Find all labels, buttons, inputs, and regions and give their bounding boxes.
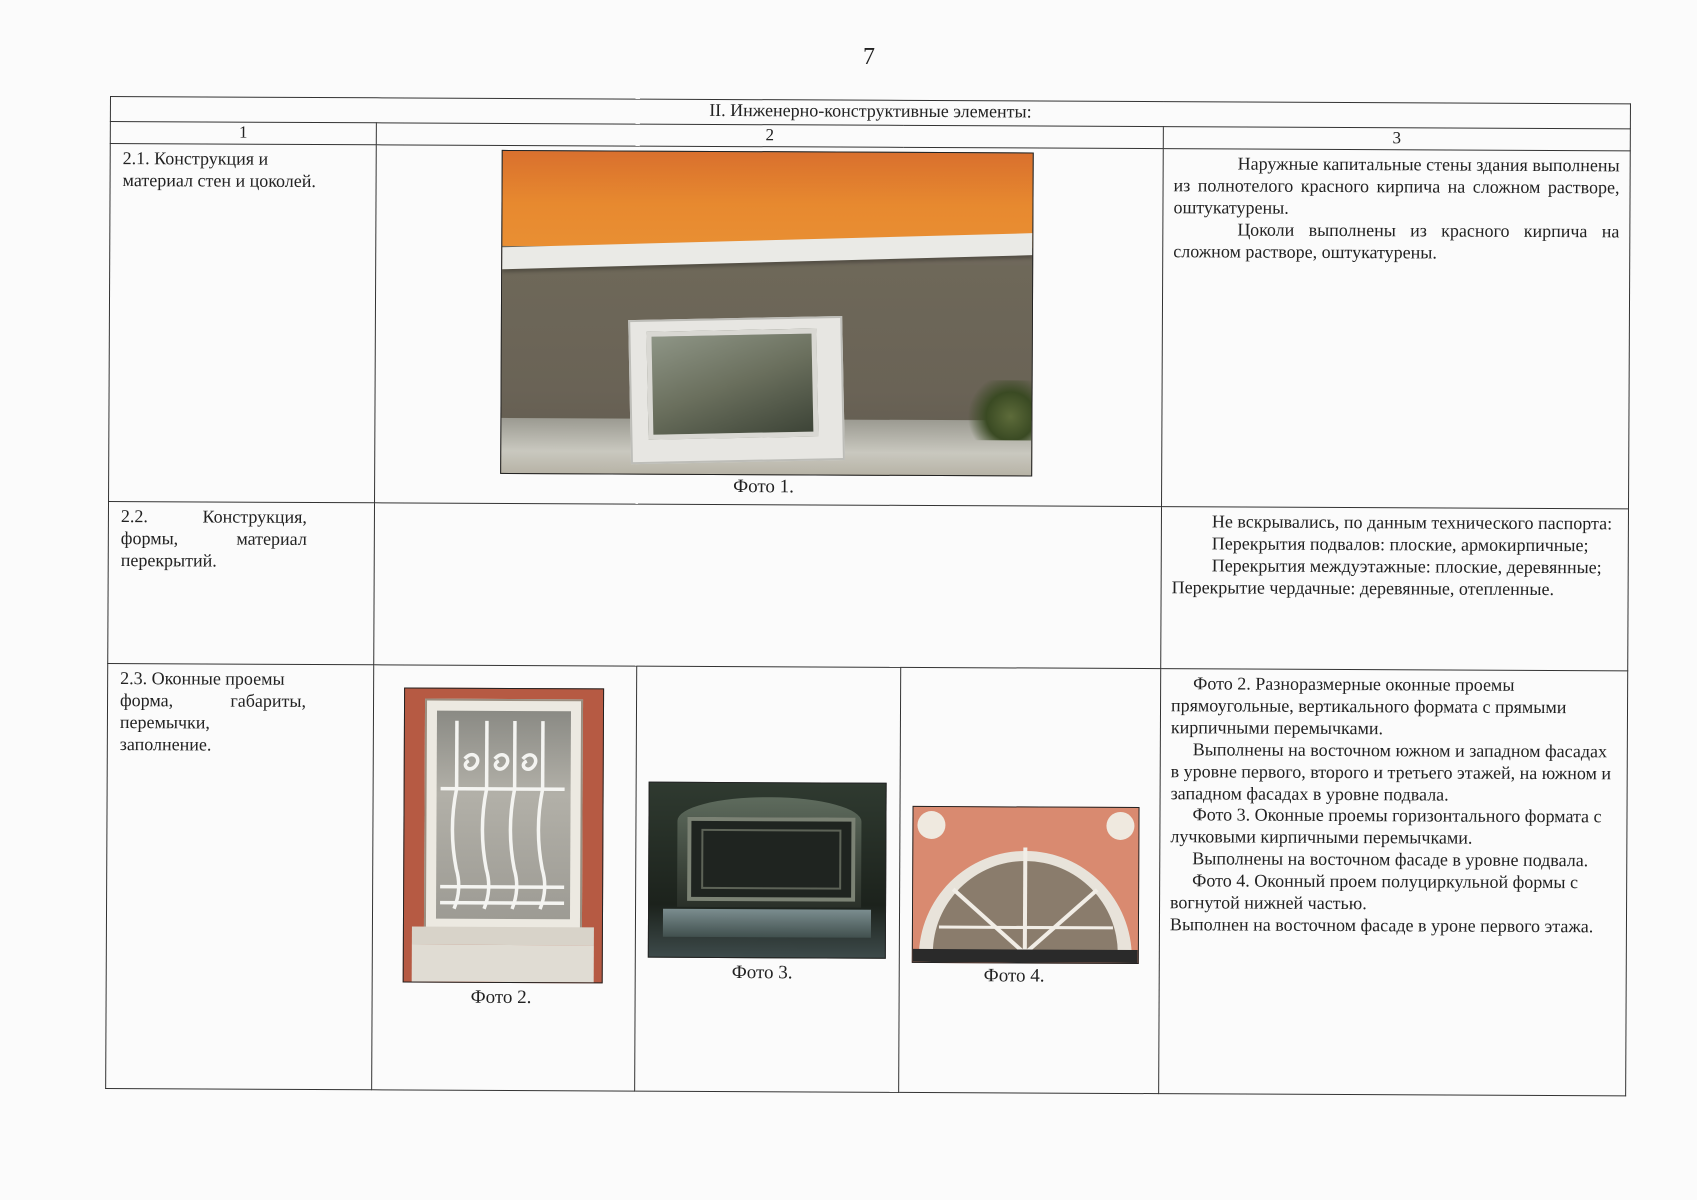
- photo-caption: Фото 3.: [731, 961, 793, 984]
- table-row-2-1: [109, 143, 1631, 508]
- column-number-1: 1: [110, 122, 376, 145]
- row-label-cell: [109, 143, 377, 502]
- photo-2-barred-window: [403, 687, 604, 983]
- photo-cell: [372, 665, 637, 1091]
- description-paragraph: Выполнены на восточном фасаде в уровне подвала.: [1192, 848, 1589, 871]
- table-row-2-2: [108, 501, 1629, 670]
- description-cell: [1161, 506, 1629, 670]
- row-label-line: форма, габариты,: [120, 689, 307, 711]
- description-paragraph: Фото 4. Оконный проем полуциркульной формы с вогнутой нижней частью.: [1170, 870, 1579, 914]
- row-label-line: перемычки,: [119, 711, 211, 733]
- description-paragraph: Перекрытия подвалов: плоские, армокирпичные;: [1211, 533, 1589, 555]
- description-cell: [1159, 668, 1628, 1095]
- photo-4-semicircular-window: [912, 806, 1140, 964]
- photo-cell: [635, 666, 901, 1092]
- photo-1-plinth-window: [500, 150, 1034, 477]
- column-number-3: 3: [1163, 127, 1630, 151]
- description-paragraph: Цоколи выполнены из красного кирпича на сложном растворе, оштукатурены.: [1173, 219, 1620, 263]
- page-number: 7: [863, 44, 875, 70]
- photo-caption: Фото 2.: [470, 986, 532, 1008]
- row-label-line: 2.1. Конструкция и: [122, 147, 269, 169]
- photo-cell: [375, 145, 1164, 507]
- row-label-line: формы, материал: [120, 527, 307, 549]
- description-paragraph: Не вскрывались, по данным технического паспорта:: [1211, 511, 1613, 534]
- description-paragraph: Фото 2. Разноразмерные оконные проемы прямоугольные, вертикального формата с прямыми кирпичными перемычками.: [1170, 673, 1567, 738]
- inspection-table: [105, 96, 1631, 1096]
- inspection-table-sheet: [105, 96, 1630, 1097]
- photo-caption: Фото 4.: [983, 965, 1045, 987]
- row-label-line: 2.2. Конструкция,: [120, 505, 307, 527]
- row-label-cell: [108, 501, 375, 664]
- description-paragraph: Выполнен на восточном фасаде в уроне первого этажа.: [1169, 914, 1594, 937]
- description-paragraph: Перекрытия междуэтажные: плоские, деревянные;: [1211, 555, 1602, 577]
- description-paragraph: Фото 3. Оконные проемы горизонтального формата с лучковыми кирпичными перемычками.: [1170, 804, 1602, 849]
- table-row-2-3: [106, 663, 1628, 1095]
- description-paragraph: Перекрытие чердачные: деревянные, отепленные.: [1171, 576, 1555, 599]
- column-number-2: 2: [376, 123, 1163, 149]
- row-label-line: перекрытий.: [120, 549, 217, 571]
- row-label-line: заполнение.: [119, 733, 212, 755]
- section-title: II. Инженерно-конструктивные элементы:: [110, 97, 1630, 129]
- description-paragraph: Выполнены на восточном южном и западном фасадах в уровне первого, второго и третьего этажей, на южном и западном фасадах в уровне подвала.: [1170, 738, 1612, 805]
- photo-3-horizontal-window: [648, 781, 887, 958]
- photo-cell-empty: [374, 503, 1162, 669]
- photo-cell: [899, 667, 1161, 1093]
- description-paragraph: Наружные капитальные стены здания выполнены из полнотелого красного кирпича на сложном растворе, оштукатурены.: [1173, 153, 1620, 218]
- photo-caption: Фото 1.: [733, 475, 794, 498]
- row-label-cell: [106, 663, 374, 1089]
- row-label-line: материал стен и цоколей.: [122, 169, 316, 191]
- row-label-line: 2.3. Оконные проемы: [120, 667, 285, 689]
- description-cell: [1162, 148, 1631, 508]
